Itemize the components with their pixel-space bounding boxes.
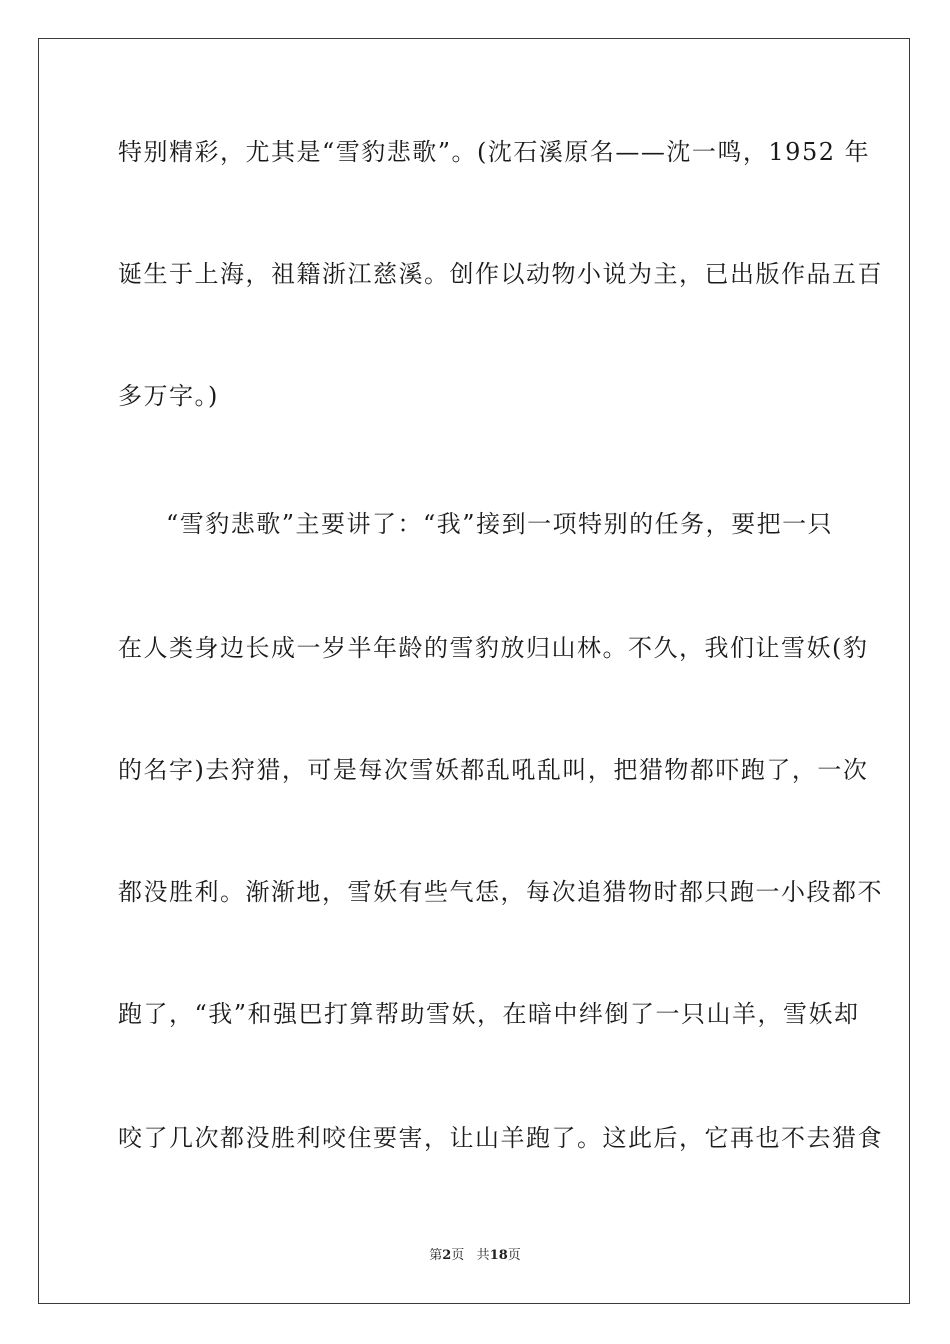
- page-suffix: 页: [451, 1248, 465, 1263]
- text-line-1: 特别精彩，尤其是“雪豹悲歌”。(沈石溪原名——沈一鸣，1952 年: [118, 138, 871, 166]
- total-pages: 18: [489, 1248, 508, 1263]
- total-suffix: 页: [507, 1248, 521, 1263]
- page-number: 2: [442, 1248, 452, 1263]
- page-footer: [0, 1248, 950, 1264]
- text-line-5: 在人类身边长成一岁半年龄的雪豹放归山林。不久，我们让雪妖(豹: [118, 634, 869, 662]
- text-line-4-paragraph-start: “雪豹悲歌”主要讲了：“我”接到一项特别的任务，要把一只: [166, 510, 834, 538]
- text-line-2: 诞生于上海，祖籍浙江慈溪。创作以动物小说为主，已出版作品五百: [118, 260, 883, 288]
- text-line-7: 都没胜利。渐渐地，雪妖有些气恁，每次追猎物时都只跑一小段都不: [118, 878, 883, 906]
- total-prefix: 共: [476, 1248, 490, 1263]
- text-line-8: 跑了，“我”和强巴打算帮助雪妖，在暗中绊倒了一只山羊，雪妖却: [118, 1000, 860, 1028]
- text-line-6: 的名字)去狩猎，可是每次雪妖都乱吼乱叫，把猎物都吓跑了，一次: [118, 756, 869, 784]
- text-line-9: 咬了几次都没胜利咬住要害，让山羊跑了。这此后，它再也不去猎食: [118, 1124, 883, 1152]
- page-border: [38, 38, 910, 1304]
- text-line-3: 多万字。): [118, 382, 219, 410]
- page-prefix: 第: [429, 1248, 443, 1263]
